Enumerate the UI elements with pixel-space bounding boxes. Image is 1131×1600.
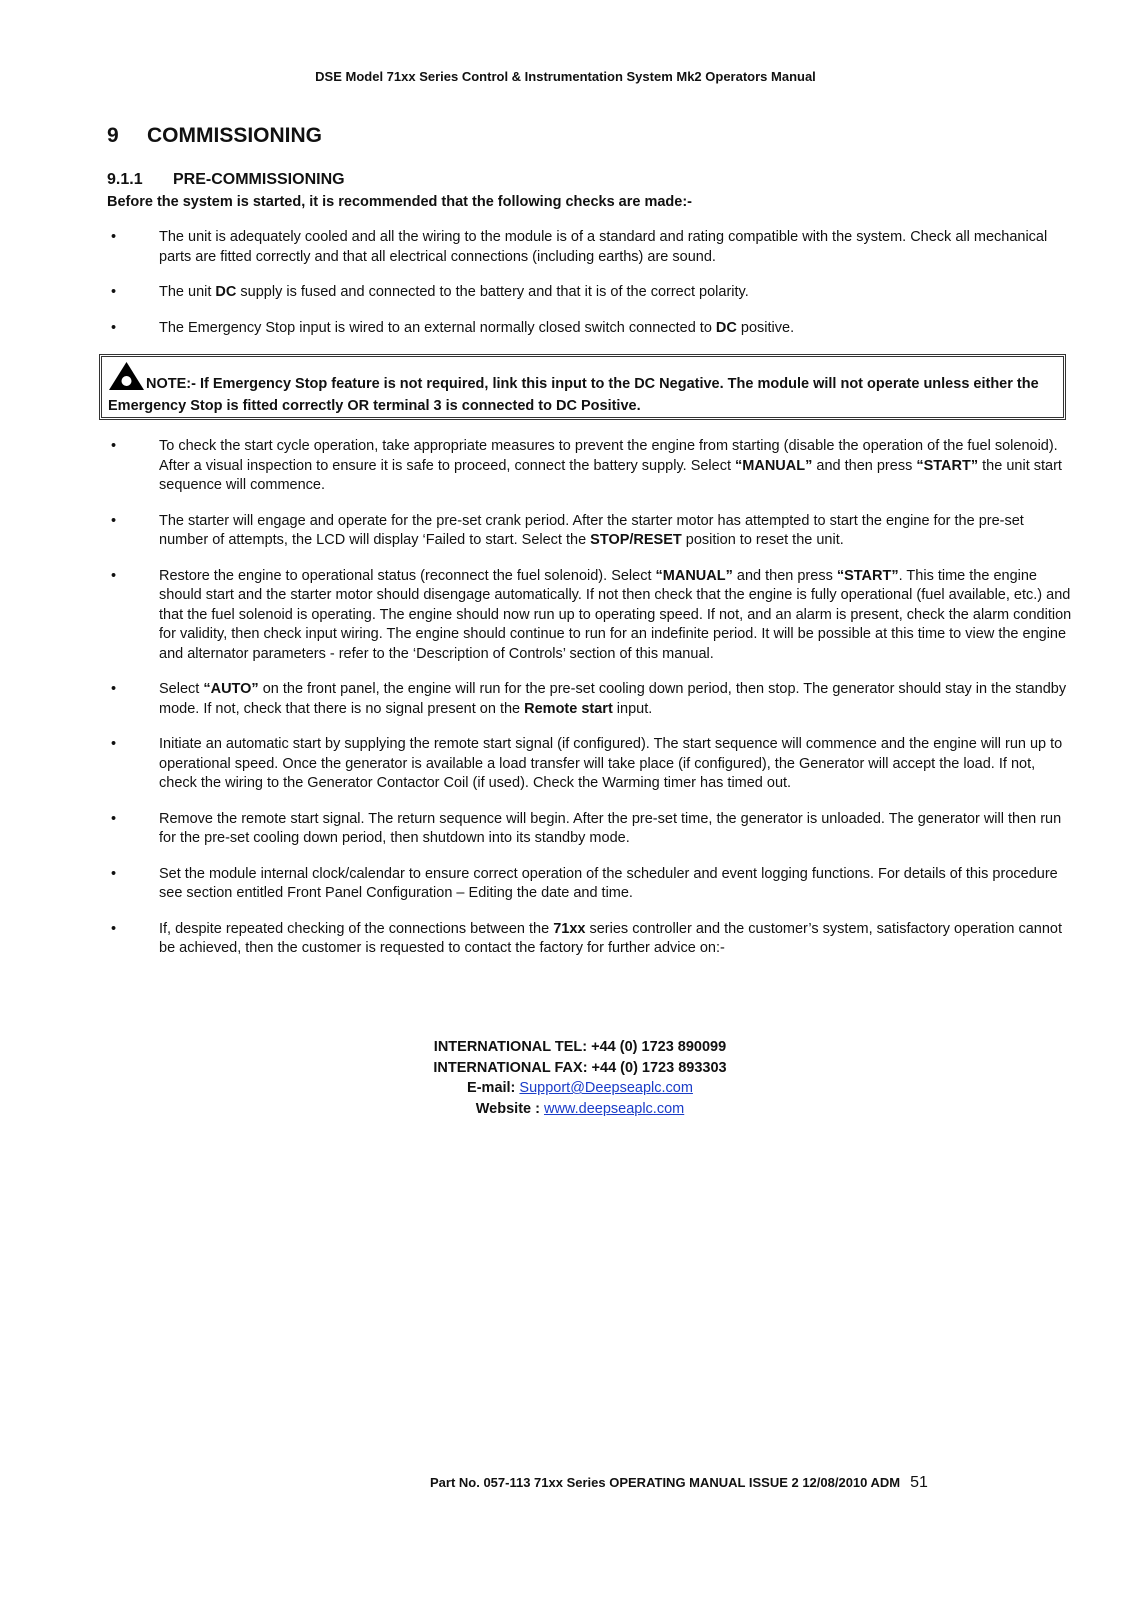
bold-text: “START” [836, 567, 899, 584]
bullet: • [111, 229, 117, 245]
text-run: input. [612, 700, 653, 717]
bold-text: DC [215, 284, 237, 300]
list-item [107, 437, 1077, 496]
bullet: • [111, 810, 117, 827]
note-box [99, 354, 1066, 420]
text-run: Set the module internal clock/calendar to ensure correct operation of the scheduler and event logging functions. For details of this procedure see section entitled Front Panel Configuration – Editing the date and time. [159, 865, 1058, 901]
list-item-text [159, 512, 1077, 551]
list-item [107, 512, 1077, 551]
warning-icon [108, 361, 145, 397]
list-item [107, 920, 1077, 959]
page-number: 51 [910, 1474, 928, 1491]
subsection-number: 9.1.1 [107, 171, 143, 188]
email-link[interactable]: Support@Deepseaplc.com [519, 1080, 693, 1096]
list-item-text [159, 437, 1077, 496]
bold-text: “AUTO” [203, 681, 259, 697]
list-item-text [159, 283, 1077, 303]
text-run: position to reset the unit. [681, 532, 844, 548]
intro-text: Before the system is started, it is recommended that the following checks are made:- [107, 194, 692, 210]
text-run: supply is fused and connected to the battery and that it is of the correct polarity. [236, 284, 749, 300]
contact-tel: INTERNATIONAL TEL: +44 (0) 1723 890099 [433, 1039, 727, 1055]
contact-block [0, 1037, 1131, 1119]
text-run: Select [159, 681, 204, 697]
subsection-title: PRE-COMMISSIONING [173, 171, 345, 188]
list-item-text [159, 319, 1077, 339]
bold-text: “MANUAL” [735, 457, 813, 474]
section-heading [107, 124, 322, 148]
list-item-text [159, 865, 1077, 904]
precheck-list [107, 228, 1077, 354]
list-item [107, 228, 1077, 267]
footer-text: Part No. 057-113 71xx Series OPERATING MANUAL ISSUE 2 12/08/2010 ADM [430, 1475, 901, 1490]
running-header: DSE Model 71xx Series Control & Instrumentation System Mk2 Operators Manual [315, 69, 816, 84]
text-run: If, despite repeated checking of the connections between the [159, 920, 554, 937]
list-item [107, 567, 1077, 665]
bold-text: 71xx [553, 920, 586, 937]
bold-text: “START” [916, 457, 979, 474]
text-run: The unit [159, 284, 216, 300]
list-item-text [159, 567, 1077, 665]
bold-text: Remote start [524, 700, 613, 717]
text-run: Initiate an automatic start by supplying the remote start signal (if configured). The start sequence will commence and the engine will run up to operational speed. Once the generator is available a load transfer will take place (if configured), the Generator will accept the load. If not, check the wiring to the Generator Contactor Coil (if used). Check the Warming timer has timed out. [159, 736, 1063, 791]
list-item-text [159, 735, 1077, 794]
text-run: on the front panel, the engine will run for the pre-set cooling down period, then stop. The generator should stay in the standby mode. If not, check that there is no signal present on the [159, 681, 1067, 717]
bullet: • [111, 920, 117, 937]
list-item-text [159, 810, 1077, 849]
text-run: The starter will engage and operate for the pre-set crank period. After the starter motor has attempted to start the engine for the pre-set number of attempts, the LCD will display ‘Failed to start. Select the [159, 512, 1024, 548]
subsection-heading [107, 171, 345, 189]
text-run: and then press [732, 567, 837, 584]
website-label: Website : [475, 1100, 540, 1117]
bold-text: DC [715, 319, 737, 336]
list-item [107, 865, 1077, 904]
list-item [107, 735, 1077, 794]
list-item-text [159, 228, 1077, 267]
bullet: • [111, 865, 117, 882]
list-item-text [159, 680, 1077, 719]
list-item-text [159, 920, 1077, 959]
bullet: • [111, 319, 117, 336]
text-run: Restore the engine to operational status (reconnect the fuel solenoid). Select [159, 567, 656, 584]
text-run: To check the start cycle operation, take appropriate measures to prevent the engine from starting (disable the operation of the fuel solenoid). After a visual inspection to ensure it is safe to proceed, connect the battery supply. Select [159, 438, 1058, 474]
email-label: E-mail: [467, 1080, 516, 1096]
note-text: NOTE:- If Emergency Stop feature is not required, link this input to the DC Negative. The module will not operate unless either the Emergency Stop is fitted correctly OR terminal 3 is connected to DC Positive. [108, 376, 1039, 414]
text-run: The Emergency Stop input is wired to an external normally closed switch connected to [159, 319, 716, 336]
section-title: COMMISSIONING [147, 124, 323, 147]
bullet: • [111, 284, 117, 300]
text-run: positive. [736, 319, 795, 336]
list-item [107, 319, 1077, 339]
bullet: • [111, 681, 117, 697]
bullet: • [111, 438, 117, 454]
list-item [107, 680, 1077, 719]
text-run: . This time the engine should start and the starter motor should disengage automatically. If not then check that the engine is fully operational (fuel available, etc.) and that the fuel solenoid is operating. The engine should now run up to operating speed. If not, and an alarm is present, check the alarm condition for validity, then check input wiring. The engine should continue to run for an indefinite period. It will be possible at this time to view the engine and alternator parameters - refer to the ‘Description of Controls’ section of this manual. [159, 567, 1072, 662]
list-item [107, 810, 1077, 849]
section-number: 9 [107, 124, 119, 147]
text-run: Remove the remote start signal. The return sequence will begin. After the pre-set time, the generator is unloaded. The generator will then run for the pre-set cooling down period, then shutdown into its standby mode. [159, 810, 1062, 846]
website-link[interactable]: www.deepseaplc.com [543, 1100, 685, 1117]
text-run: The unit is adequately cooled and all the wiring to the module is of a standard and rating compatible with the system. Check all mechanical parts are fitted correctly and that all electrical connections (including earths) are sound. [159, 229, 1048, 265]
commissioning-steps-list [107, 437, 1077, 975]
text-run: and then press [812, 457, 917, 474]
bold-text: STOP/RESET [590, 532, 682, 548]
bullet: • [111, 512, 117, 529]
bold-text: “MANUAL” [655, 567, 733, 584]
bullet: • [111, 736, 117, 752]
text-run: series controller and the customer’s system, satisfactory operation cannot be achieved, then the customer is requested to contact the factory for further advice on:- [159, 920, 1063, 956]
contact-fax: INTERNATIONAL FAX: +44 (0) 1723 893303 [433, 1059, 727, 1076]
bullet: • [111, 567, 117, 584]
text-run: the unit start sequence will commence. [159, 457, 1062, 493]
page-footer [430, 1474, 928, 1492]
list-item [107, 283, 1077, 303]
